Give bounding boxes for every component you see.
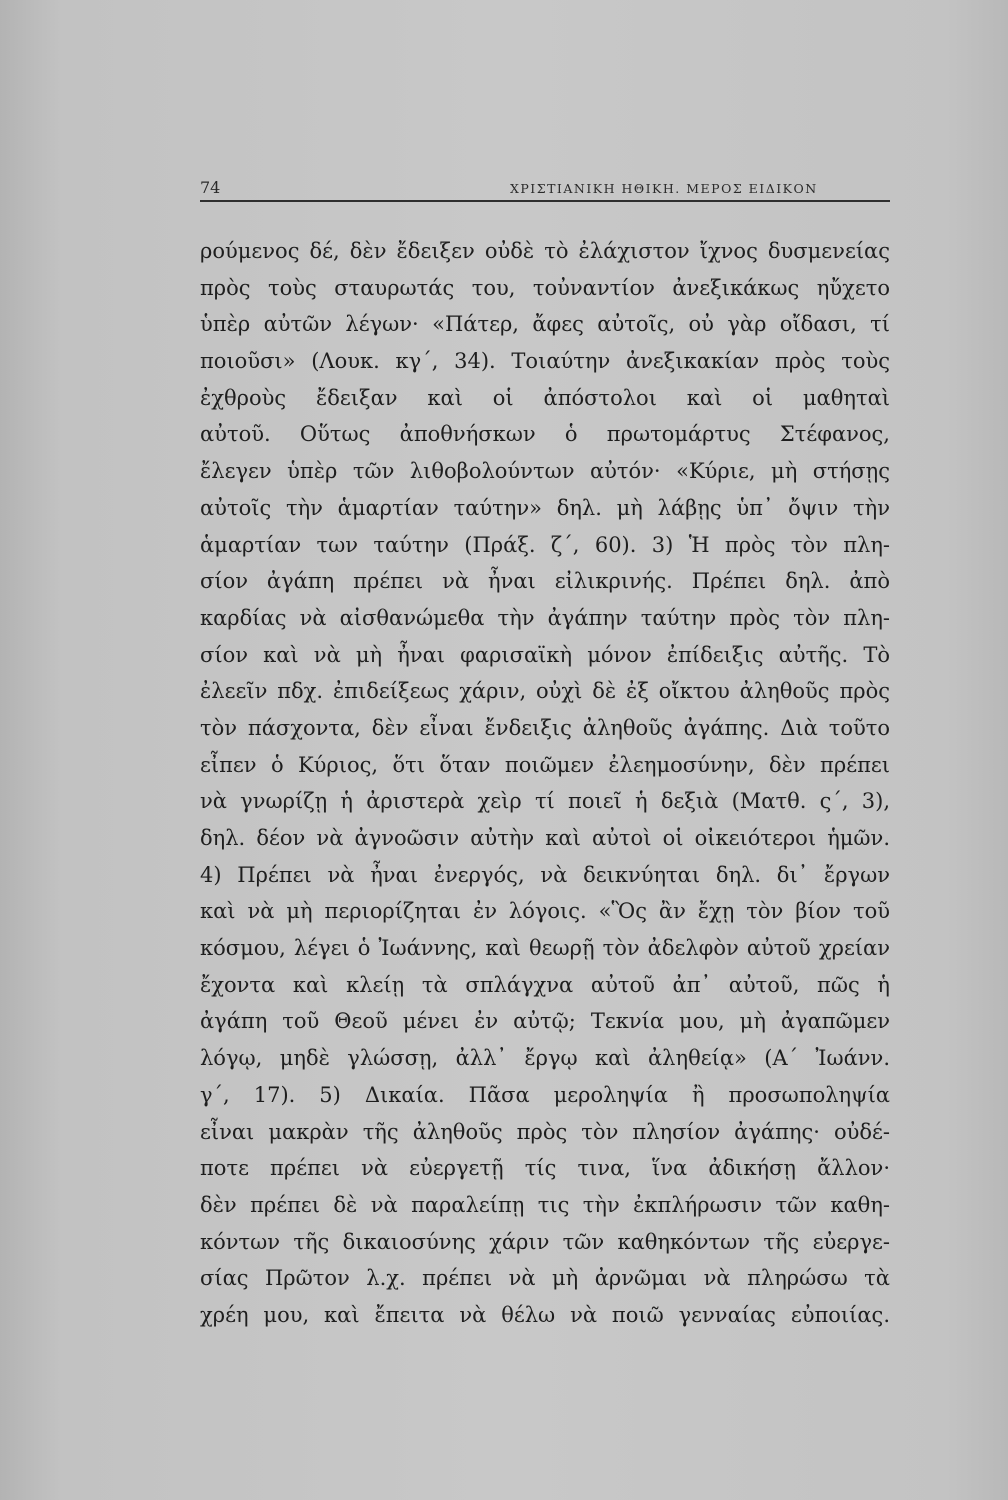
page-header: [200, 178, 890, 200]
text-line: καὶ νὰ μὴ περιορίζηται ἐν λόγοις. «Ὃς ἂν ἔχῃ τὸν βίον τοῦ: [200, 899, 890, 924]
text-line: εἶπεν ὁ Κύριος, ὅτι ὅταν ποιῶμεν ἐλεημοσύνην, δὲν πρέπει: [200, 752, 890, 777]
text-line: ἐλεεῖν πδχ. ἐπιδείξεως χάριν, οὐχὶ δὲ ἐξ οἴκτου ἀληθοῦς πρὸς: [200, 679, 890, 704]
text-line: ἔχοντα καὶ κλείῃ τὰ σπλάγχνα αὐτοῦ ἀπ᾽ αὐτοῦ, πῶς ἡ: [200, 972, 890, 997]
text-line: καρδίας νὰ αἰσθανώμεθα τὴν ἀγάπην ταύτην πρὸς τὸν πλη-: [200, 605, 890, 630]
text-line: εἶναι μακρὰν τῆς ἀληθοῦς πρὸς τὸν πλησίον ἀγάπης· οὐδέ-: [200, 1119, 890, 1144]
text-line: πρὸς τοὺς σταυρωτάς του, τοὐναντίον ἀνεξικάκως ηὔχετο: [200, 275, 890, 300]
text-line: ἐχθροὺς ἔδειξαν καὶ οἱ ἀπόστολοι καὶ οἱ μαθηταὶ: [200, 385, 890, 410]
text-line: σίον ἀγάπη πρέπει νὰ ἦναι εἰλικρινής. Πρέπει δηλ. ἀπὸ: [200, 569, 890, 594]
text-line: κόντων τῆς δικαιοσύνης χάριν τῶν καθηκόντων τῆς εὐεργε-: [200, 1229, 890, 1254]
text-line: νὰ γνωρίζῃ ἡ ἀριστερὰ χεὶρ τί ποιεῖ ἡ δεξιὰ (Ματθ. ς΄, 3),: [200, 789, 890, 814]
header-rule: [200, 200, 890, 202]
text-line: ἁμαρτίαν των ταύτην (Πράξ. ζ΄, 60). 3) Ἡ πρὸς τὸν πλη-: [200, 532, 890, 557]
page-number: 74: [200, 178, 221, 197]
text-line: δηλ. δέον νὰ ἀγνοῶσιν αὐτὴν καὶ αὐτοὶ οἱ οἰκειότεροι ἡμῶν.: [200, 826, 890, 850]
text-line: σίας Πρῶτον λ.χ. πρέπει νὰ μὴ ἀρνῶμαι νὰ πληρώσω τὰ: [200, 1266, 890, 1291]
text-line: σίον καὶ νὰ μὴ ἦναι φαρισαϊκὴ μόνον ἐπίδειξις αὐτῆς. Τὸ: [200, 642, 890, 667]
text-line: ἔλεγεν ὑπὲρ τῶν λιθοβολούντων αὐτόν· «Κύριε, μὴ στήσῃς: [200, 459, 890, 484]
body-text: [200, 233, 890, 1334]
text-line: ἀγάπη τοῦ Θεοῦ μένει ἐν αὐτῷ; Τεκνία μου, μὴ ἀγαπῶμεν: [200, 1009, 890, 1034]
text-line: ὑπὲρ αὐτῶν λέγων· «Πάτερ, ἄφες αὐτοῖς, οὐ γὰρ οἴδασι, τί: [200, 312, 890, 337]
text-line: δὲν πρέπει δὲ νὰ παραλείπῃ τις τὴν ἐκπλήρωσιν τῶν καθη-: [200, 1192, 890, 1217]
text-line: λόγῳ, μηδὲ γλώσσῃ, ἀλλ᾽ ἔργῳ καὶ ἀληθείᾳ» (Α΄ Ἰωάνν.: [200, 1046, 890, 1071]
running-head: ΧΡΙΣΤΙΑΝΙΚΗ ΗΘΙΚΗ. ΜΕΡΟΣ ΕΙΔΙΚΟΝ: [510, 181, 818, 196]
text-line: ποιοῦσι» (Λουκ. κγ΄, 34). Τοιαύτην ἀνεξικακίαν πρὸς τοὺς: [200, 349, 890, 374]
text-line: ποτε πρέπει νὰ εὐεργετῇ τίς τινα, ἵνα ἀδικήσῃ ἄλλον·: [200, 1156, 890, 1181]
text-line: γ΄, 17). 5) Δικαία. Πᾶσα μεροληψία ἢ προσωποληψία: [200, 1082, 890, 1107]
text-line: χρέη μου, καὶ ἔπειτα νὰ θέλω νὰ ποιῶ γενναίας εὐποιίας.: [200, 1302, 890, 1327]
text-line: αὐτοῖς τὴν ἁμαρτίαν ταύτην» δηλ. μὴ λάβῃς ὑπ᾽ ὄψιν τὴν: [200, 495, 890, 520]
text-line: κόσμου, λέγει ὁ Ἰωάννης, καὶ θεωρῇ τὸν ἀδελφὸν αὐτοῦ χρείαν: [200, 936, 890, 961]
text-line: 4) Πρέπει νὰ ἦναι ἐνεργός, νὰ δεικνύηται δηλ. δι᾽ ἔργων: [200, 862, 890, 887]
text-line: αὐτοῦ. Οὕτως ἀποθνήσκων ὁ πρωτομάρτυς Στέφανος,: [200, 422, 890, 447]
text-line: τὸν πάσχοντα, δὲν εἶναι ἔνδειξις ἀληθοῦς ἀγάπης. Διὰ τοῦτο: [200, 715, 890, 740]
text-line: ρούμενος δέ, δὲν ἔδειξεν οὐδὲ τὸ ἐλάχιστον ἴχνος δυσμενείας: [200, 239, 890, 263]
